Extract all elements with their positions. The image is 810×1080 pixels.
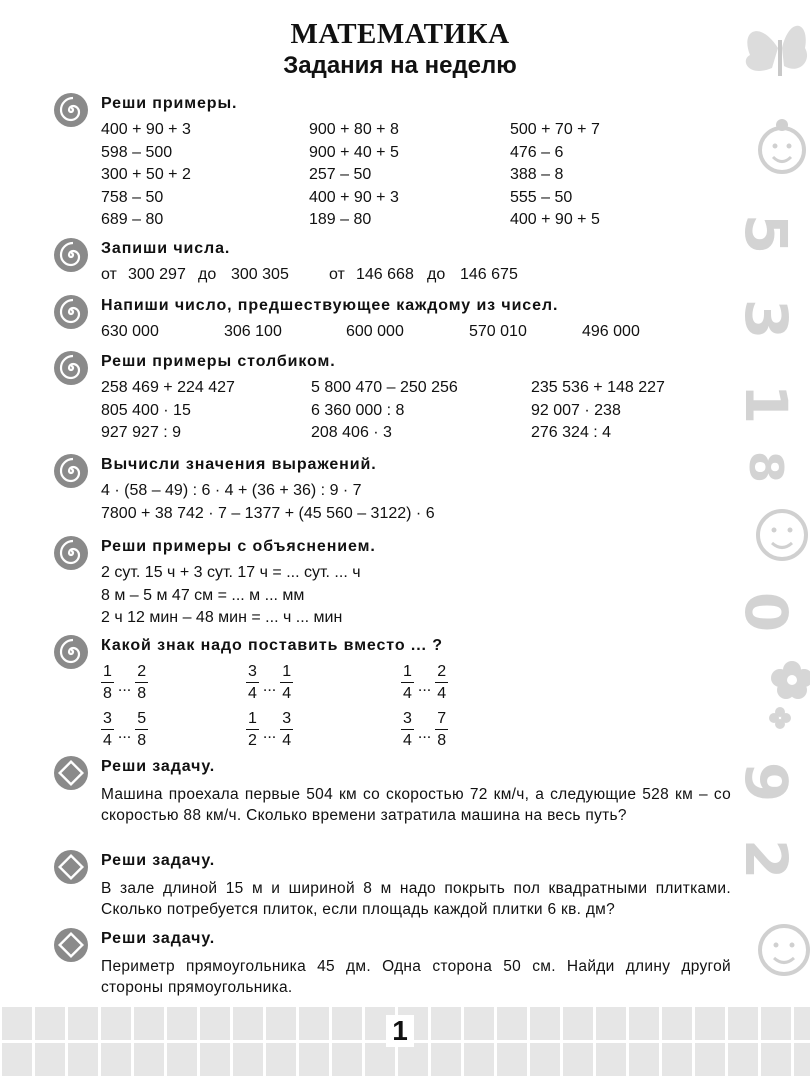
grid-cell [629,1043,659,1076]
grid-cell [200,1007,230,1040]
number-item: 600 000 [346,323,404,340]
denominator: 8 [137,685,147,702]
example: 189 – 80 [309,211,372,228]
grid-cell [35,1007,65,1040]
decor-digits [732,0,810,1000]
numerator: 1 [280,663,293,683]
fraction-row [101,663,731,710]
spiral-snail-icon [52,452,90,490]
examples-row [101,166,731,189]
denominator: 4 [403,732,412,749]
grid-cell [596,1043,626,1076]
expression-line: 7800 + 38 742 · 7 – 1377 + (45 560 – 3122) · 6 [101,504,435,522]
grid-cell [167,1007,197,1040]
range-word: от [329,266,345,283]
grid-cell [530,1043,560,1076]
spiral-snail-icon [52,633,90,671]
blank-dots: ... [262,724,277,742]
section-heading: Реши примеры. [101,95,238,112]
grid-cell [728,1043,758,1076]
numerator: 3 [101,710,114,730]
denominator: 8 [103,685,112,702]
grid-cell [167,1043,197,1076]
numerator: 1 [401,663,414,683]
grid-cell [794,1007,810,1040]
column-examples-grid [101,379,731,447]
grid-cell [101,1043,131,1076]
section-heading: Реши задачу. [101,852,216,869]
task-text: Периметр прямоугольника 45 дм. Одна сторона 50 см. Найди длину другой стороны прямоугольника. [101,958,731,996]
denominator: 4 [282,685,292,702]
numerator: 1 [246,710,259,730]
fraction [101,710,114,749]
number-item: 570 010 [469,323,527,340]
fraction [246,710,259,749]
blank-dots: ... [117,677,132,695]
decor-digit: 2 [732,838,801,880]
examples-row [101,144,731,167]
grid-cell [35,1043,65,1076]
grid-cell [431,1043,461,1076]
numbers-row [101,323,731,346]
example: 92 007 · 238 [531,401,621,419]
example: 500 + 70 + 7 [510,121,600,138]
numerator: 1 [101,663,114,683]
numerator: 7 [435,710,448,730]
example: 476 – 6 [510,143,564,161]
grid-cell [464,1043,494,1076]
example: 235 536 + 148 227 [531,379,665,396]
example: 900 + 40 + 5 [309,143,399,161]
fraction-pair [101,710,148,749]
denominator: 4 [282,732,292,749]
expressions-list [101,482,731,527]
unit-example: 8 м – 5 м 47 см = ... м ... мм [101,586,305,604]
numbers-list [101,323,731,346]
unit-examples-list [101,564,731,632]
grid-cell [233,1007,263,1040]
denominator: 4 [403,685,412,702]
blank-dots: ... [417,677,432,695]
example: 208 406 · 3 [311,424,392,441]
denominator: 4 [248,685,257,702]
grid-cell [761,1007,791,1040]
numerator: 3 [280,710,293,730]
grid-cell [497,1043,527,1076]
spiral-snail-icon [52,236,90,274]
unit-example: 2 ч 12 мин – 48 мин = ... ч ... мин [101,609,343,626]
range-number: 300 305 [231,266,289,283]
example: 927 927 : 9 [101,424,182,441]
diamond-marker-icon [52,926,90,964]
spiral-snail-icon [52,91,90,129]
example: 6 360 000 : 8 [311,401,405,419]
denominator: 8 [137,732,147,749]
example: 258 469 + 224 427 [101,379,235,396]
grid-cell [299,1007,329,1040]
example: 400 + 90 + 3 [309,188,399,206]
grid-cell [134,1007,164,1040]
numerator: 2 [135,663,148,683]
diamond-marker-icon [52,848,90,886]
decor-digit: 9 [732,761,801,803]
spiral-snail-icon [52,534,90,572]
range-word: до [427,266,446,283]
examples-row [101,189,731,212]
fraction [435,710,448,749]
task-text: Машина проехала первые 504 км со скоростью 72 км/ч, а следующие 528 км – со скоростью 88 км/ч. Сколько времени затратила машина на весь путь? [101,786,731,824]
section-heading: Реши задачу. [101,758,216,775]
grid-cell [266,1007,296,1040]
examples-row [101,379,731,402]
grid-cell [530,1007,560,1040]
grid-cell [200,1043,230,1076]
grid-cell [563,1043,593,1076]
examples-row [101,211,731,234]
page-title: МАТЕМАТИКА [290,18,510,50]
example: 555 – 50 [510,188,573,206]
grid-cell [695,1043,725,1076]
grid-cell [563,1007,593,1040]
grid-cell [2,1007,32,1040]
fraction-row [101,710,731,757]
example: 758 – 50 [101,188,164,206]
numerator: 2 [435,663,448,683]
grid-cell [68,1043,98,1076]
grid-cell [2,1043,32,1076]
blank-dots: ... [117,724,132,742]
example: 5 800 470 – 250 256 [311,379,458,396]
grid-cell [332,1043,362,1076]
grid-cell [794,1043,810,1076]
grid-cell [68,1007,98,1040]
fraction-comparisons [101,663,731,757]
grid-cell [233,1043,263,1076]
section-heading: Реши примеры столбиком. [101,353,336,370]
grid-cell [761,1043,791,1076]
grid-cell [662,1007,692,1040]
fraction [101,663,114,702]
section-heading: Реши задачу. [101,930,216,947]
task-text: В зале длиной 15 м и шириной 8 м надо покрыть пол квадратными плитками. Сколько потребуется плиток, если площадь каждой плитки 6 кв. дм? [101,880,731,918]
example: 276 324 : 4 [531,424,612,441]
examples-row [101,121,731,144]
range-number: 300 297 [128,266,186,283]
examples-row [101,402,731,425]
example: 900 + 80 + 8 [309,121,399,138]
numerator: 3 [401,710,414,730]
blank-dots: ... [262,677,277,695]
decor-digit: 0 [732,591,801,633]
grid-cell [398,1043,428,1076]
range-number: 146 675 [460,266,518,283]
fraction-pair [246,663,293,702]
numerator: 3 [246,663,259,683]
grid-cell [695,1007,725,1040]
section-heading: Напиши число, предшествующее каждому из чисел. [101,297,559,314]
example: 257 – 50 [309,166,372,183]
spiral-snail-icon [52,349,90,387]
section-heading: Вычисли значения выражений. [101,456,377,473]
numbers-range-line [101,266,731,289]
number-item: 630 000 [101,323,159,340]
example: 400 + 90 + 3 [101,121,191,138]
fraction-pair [101,663,148,702]
section-heading: Запиши числа. [101,240,231,257]
decor-digit: 1 [732,383,801,425]
range-word: до [198,266,217,283]
decor-digit: 5 [732,213,801,255]
examples-row [101,424,731,447]
denominator: 4 [103,732,112,749]
example: 689 – 80 [101,211,164,228]
fraction [280,663,293,702]
example: 388 – 8 [510,166,564,183]
grid-cell [662,1043,692,1076]
grid-cell [596,1007,626,1040]
example: 598 – 500 [101,143,173,161]
grid-cell [497,1007,527,1040]
grid-cell [431,1007,461,1040]
fraction [135,710,148,749]
grid-cell [464,1007,494,1040]
grid-cell [134,1043,164,1076]
unit-example: 2 сут. 15 ч + 3 сут. 17 ч = ... сут. ... ч [101,564,361,581]
page-subtitle: Задания на неделю [283,52,517,79]
example: 400 + 90 + 5 [510,211,600,228]
grid-cell [728,1007,758,1040]
decor-digit: 3 [732,298,801,340]
fraction [401,663,414,702]
fraction [435,663,448,702]
diamond-marker-icon [52,754,90,792]
section-heading: Какой знак надо поставить вместо ... ? [101,637,443,654]
denominator: 8 [437,732,447,749]
grid-cell [101,1007,131,1040]
denominator: 4 [437,685,447,702]
denominator: 2 [248,732,257,749]
fraction-pair [401,663,448,702]
blank-dots: ... [417,724,432,742]
page-number: 1 [386,1015,414,1047]
range-number: 146 668 [356,266,414,283]
grid-cell [365,1043,395,1076]
examples-grid [101,121,731,234]
number-item: 496 000 [582,323,640,340]
range-row [101,266,731,289]
grid-cell [266,1043,296,1076]
fraction [401,710,414,749]
fraction-pair [246,710,293,749]
fraction-pair [401,710,448,749]
example: 805 400 · 15 [101,401,191,419]
grid-cell [299,1043,329,1076]
range-word: от [101,266,117,283]
numerator: 5 [135,710,148,730]
expression-line: 4 · (58 – 49) : 6 · 4 + (36 + 36) : 9 · 7 [101,482,362,499]
fraction [135,663,148,702]
spiral-snail-icon [52,293,90,331]
fraction [280,710,293,749]
example: 300 + 50 + 2 [101,166,191,183]
grid-cell [629,1007,659,1040]
section-heading: Реши примеры с объяснением. [101,538,376,555]
number-item: 306 100 [224,323,282,340]
grid-cell [332,1007,362,1040]
fraction [246,663,259,702]
decor-digit: 8 [739,450,794,484]
